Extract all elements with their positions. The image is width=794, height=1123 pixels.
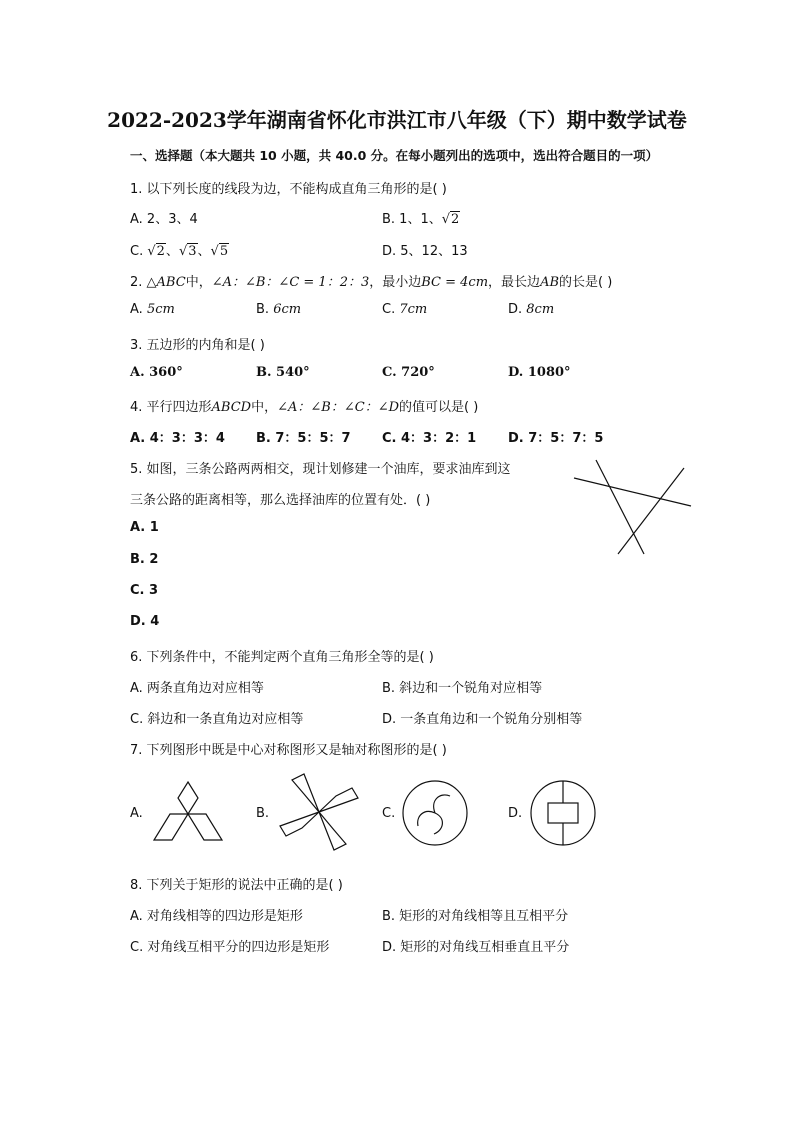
q4-option-b: B. 7：5：5：7 — [256, 431, 351, 446]
sqrt-symbol: √5 — [210, 244, 229, 259]
q6-option-a: A. 两条直角边对应相等 — [130, 681, 264, 696]
q3-stem: 3. 五边形的内角和是( ) — [130, 338, 265, 353]
sqrt-symbol: √3 — [178, 244, 197, 259]
sqrt-symbol: √2 — [441, 212, 460, 227]
sqrt-symbol: √2 — [147, 244, 165, 259]
q4-text: 4. 平行四边形 — [130, 400, 212, 415]
road-line — [618, 468, 684, 554]
q6-option-c: C. 斜边和一条直角边对应相等 — [130, 712, 304, 727]
q4-angles: ∠A：∠B：∠C：∠D — [277, 400, 400, 415]
q4-text: 中， — [251, 400, 278, 415]
section-heading: 一、选择题（本大题共 10 小题，共 40.0 分。在每小题列出的选项中，选出符合题目的一项） — [130, 148, 659, 163]
q5-stem-line1: 5. 如图，三条公路两两相交，现计划修建一个油库，要求油库到这 — [130, 462, 511, 477]
separator: 、 — [165, 244, 179, 259]
q1-stem: 1. 以下列长度的线段为边，不能构成直角三角形的是( ) — [130, 182, 447, 197]
q8-stem: 8. 下列关于矩形的说法中正确的是( ) — [130, 878, 343, 893]
q1-option-c — [130, 240, 229, 259]
q1-option-d: D. 5、12、13 — [382, 244, 468, 259]
q4-option-c: C. 4：3：2：1 — [382, 431, 477, 446]
q2-option-c — [382, 302, 427, 317]
q8-option-c: C. 对角线互相平分的四边形是矩形 — [130, 940, 330, 955]
q2-triangle: △ABC — [146, 275, 186, 290]
yin-yang-circle-figure — [400, 778, 470, 848]
q4-option-d: D. 7：5：7：5 — [508, 431, 604, 446]
q4-option-a: A. 4：3：3：4 — [130, 431, 225, 446]
q2-ratio: ∠A：∠B：∠C = 1：2：3 — [211, 275, 370, 290]
q2-ab: AB — [540, 275, 560, 290]
q8-option-d: D. 矩形的对角线互相垂直且平分 — [382, 940, 570, 955]
q7-option-b-label: B. — [256, 806, 270, 821]
option-value: 8cm — [526, 302, 555, 317]
q5-option-c: C. 3 — [130, 583, 159, 598]
q4-text: 的值可以是( ) — [399, 400, 479, 415]
q3-option-d: D. 1080° — [508, 365, 571, 380]
q1-option-b — [382, 208, 460, 227]
q7-stem: 7. 下列图形中既是中心对称图形又是轴对称图形的是( ) — [130, 743, 447, 758]
q2-text: ，最小边 — [369, 275, 422, 290]
option-label: D. — [508, 302, 527, 317]
q5-option-b: B. 2 — [130, 552, 159, 567]
q2-bc: BC = 4cm — [421, 275, 489, 290]
q1-c-radicand-2: 3 — [188, 244, 197, 259]
option-value: 5cm — [146, 302, 175, 317]
q5-option-d: D. 4 — [130, 614, 160, 629]
pinwheel-figure — [274, 770, 364, 854]
q1-c-prefix: C. — [130, 244, 148, 259]
q1-b-radicand: 2 — [451, 212, 460, 227]
q6-option-b: B. 斜边和一个锐角对应相等 — [382, 681, 543, 696]
q7-option-c-label: C. — [382, 806, 396, 821]
q6-option-d: D. 一条直角边和一个锐角分别相等 — [382, 712, 583, 727]
q7-option-a-label: A. — [130, 806, 143, 821]
q1-option-a: A. 2、3、4 — [130, 212, 198, 227]
three-roads-figure — [570, 458, 695, 556]
exam-title: 2022-2023学年湖南省怀化市洪江市八年级（下）期中数学试卷 — [107, 108, 687, 132]
option-label: C. — [382, 302, 400, 317]
q2-number: 2. — [130, 275, 147, 290]
q8-option-a: A. 对角线相等的四边形是矩形 — [130, 909, 303, 924]
q2-option-b — [256, 302, 301, 317]
q5-stem-line2: 三条公路的距离相等，那么选择油库的位置有处．( ) — [130, 493, 431, 508]
q3-option-c: C. 720° — [382, 365, 435, 380]
q1-c-radicand-1: 2 — [156, 244, 165, 259]
q2-option-a — [130, 302, 175, 317]
q3-option-a: A. 360° — [130, 365, 183, 380]
q4-abcd: ABCD — [211, 400, 252, 415]
q6-stem: 6. 下列条件中，不能判定两个直角三角形全等的是( ) — [130, 650, 434, 665]
q7-option-d-label: D. — [508, 806, 523, 821]
option-value: 6cm — [273, 302, 302, 317]
separator: 、 — [197, 244, 211, 259]
circle-rectangle-figure — [528, 778, 598, 848]
q1-b-prefix: B. 1、1、 — [382, 212, 442, 227]
q8-option-b: B. 矩形的对角线相等且互相平分 — [382, 909, 569, 924]
q3-option-b: B. 540° — [256, 365, 310, 380]
road-line — [596, 460, 644, 554]
q5-option-a: A. 1 — [130, 520, 159, 535]
three-rhombus-figure — [150, 778, 226, 846]
q2-option-d — [508, 302, 554, 317]
q2-text: ，最长边 — [488, 275, 541, 290]
q2-text: 中， — [185, 275, 212, 290]
q4-stem — [130, 396, 478, 415]
option-label: B. — [256, 302, 274, 317]
option-value: 7cm — [399, 302, 428, 317]
option-label: A. — [130, 302, 147, 317]
q1-c-radicand-3: 5 — [219, 244, 229, 259]
q2-text: 的长是( ) — [559, 275, 613, 290]
q2-stem — [130, 271, 612, 290]
